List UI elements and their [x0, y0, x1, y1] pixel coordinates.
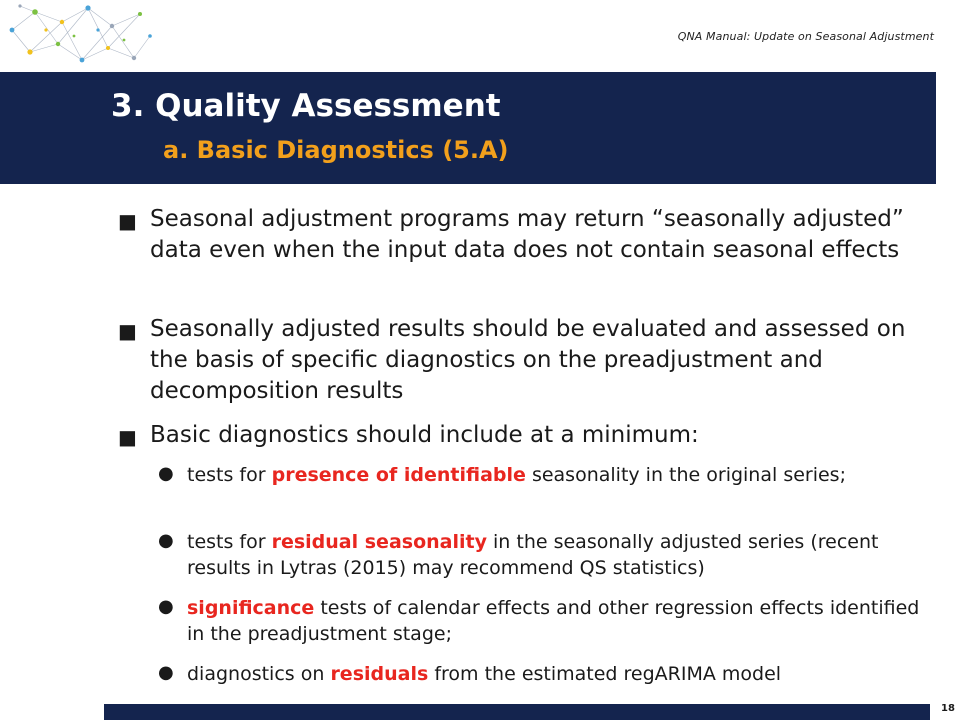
sub-bullet-highlight: residual seasonality	[271, 531, 487, 553]
sub-bullet-highlight: residuals	[330, 663, 429, 685]
footer-band	[104, 704, 930, 720]
round-bullet-icon: ●	[158, 463, 174, 484]
square-bullet-icon: ■	[118, 209, 137, 233]
sub-bullet-item	[187, 462, 927, 488]
sub-bullet-suffix: tests of calendar effects and other regression effects identified in the preadjustment stage;	[187, 597, 920, 645]
sub-bullet-item	[187, 661, 927, 687]
square-bullet-icon: ■	[118, 319, 137, 343]
bullet-item: Seasonally adjusted results should be evaluated and assessed on the basis of specific diagnostics on the preadjustment and decomposition results	[150, 316, 906, 404]
header-caption: QNA Manual: Update on Seasonal Adjustment	[677, 30, 934, 43]
page-number: 18	[941, 703, 955, 714]
bullet-item: Seasonal adjustment programs may return “seasonally adjusted” data even when the input data does not contain seasonal effects	[150, 206, 904, 263]
round-bullet-icon: ●	[158, 596, 174, 617]
sub-bullet-item	[187, 529, 927, 581]
bullet-item: Basic diagnostics should include at a minimum:	[150, 422, 699, 448]
sub-bullet-highlight: presence of identifiable	[271, 464, 526, 486]
sub-bullet-suffix: from the estimated regARIMA model	[428, 663, 782, 685]
sub-bullet-prefix: tests for	[187, 531, 272, 553]
slide-subtitle: a. Basic Diagnostics (5.A)	[163, 136, 509, 164]
square-bullet-icon: ■	[118, 425, 137, 449]
sub-bullet-suffix: in the seasonally adjusted series (recent results in Lytras (2015) may recommend QS statistics)	[187, 531, 879, 579]
round-bullet-icon: ●	[158, 530, 174, 551]
round-bullet-icon: ●	[158, 662, 174, 683]
sub-bullet-item	[187, 595, 927, 647]
slide-title: 3. Quality Assessment	[111, 88, 501, 124]
sub-bullet-prefix: tests for	[187, 464, 272, 486]
sub-bullet-prefix: diagnostics on	[187, 663, 331, 685]
sub-bullet-highlight: significance	[187, 597, 315, 619]
sub-bullet-suffix: seasonality in the original series;	[525, 464, 846, 486]
